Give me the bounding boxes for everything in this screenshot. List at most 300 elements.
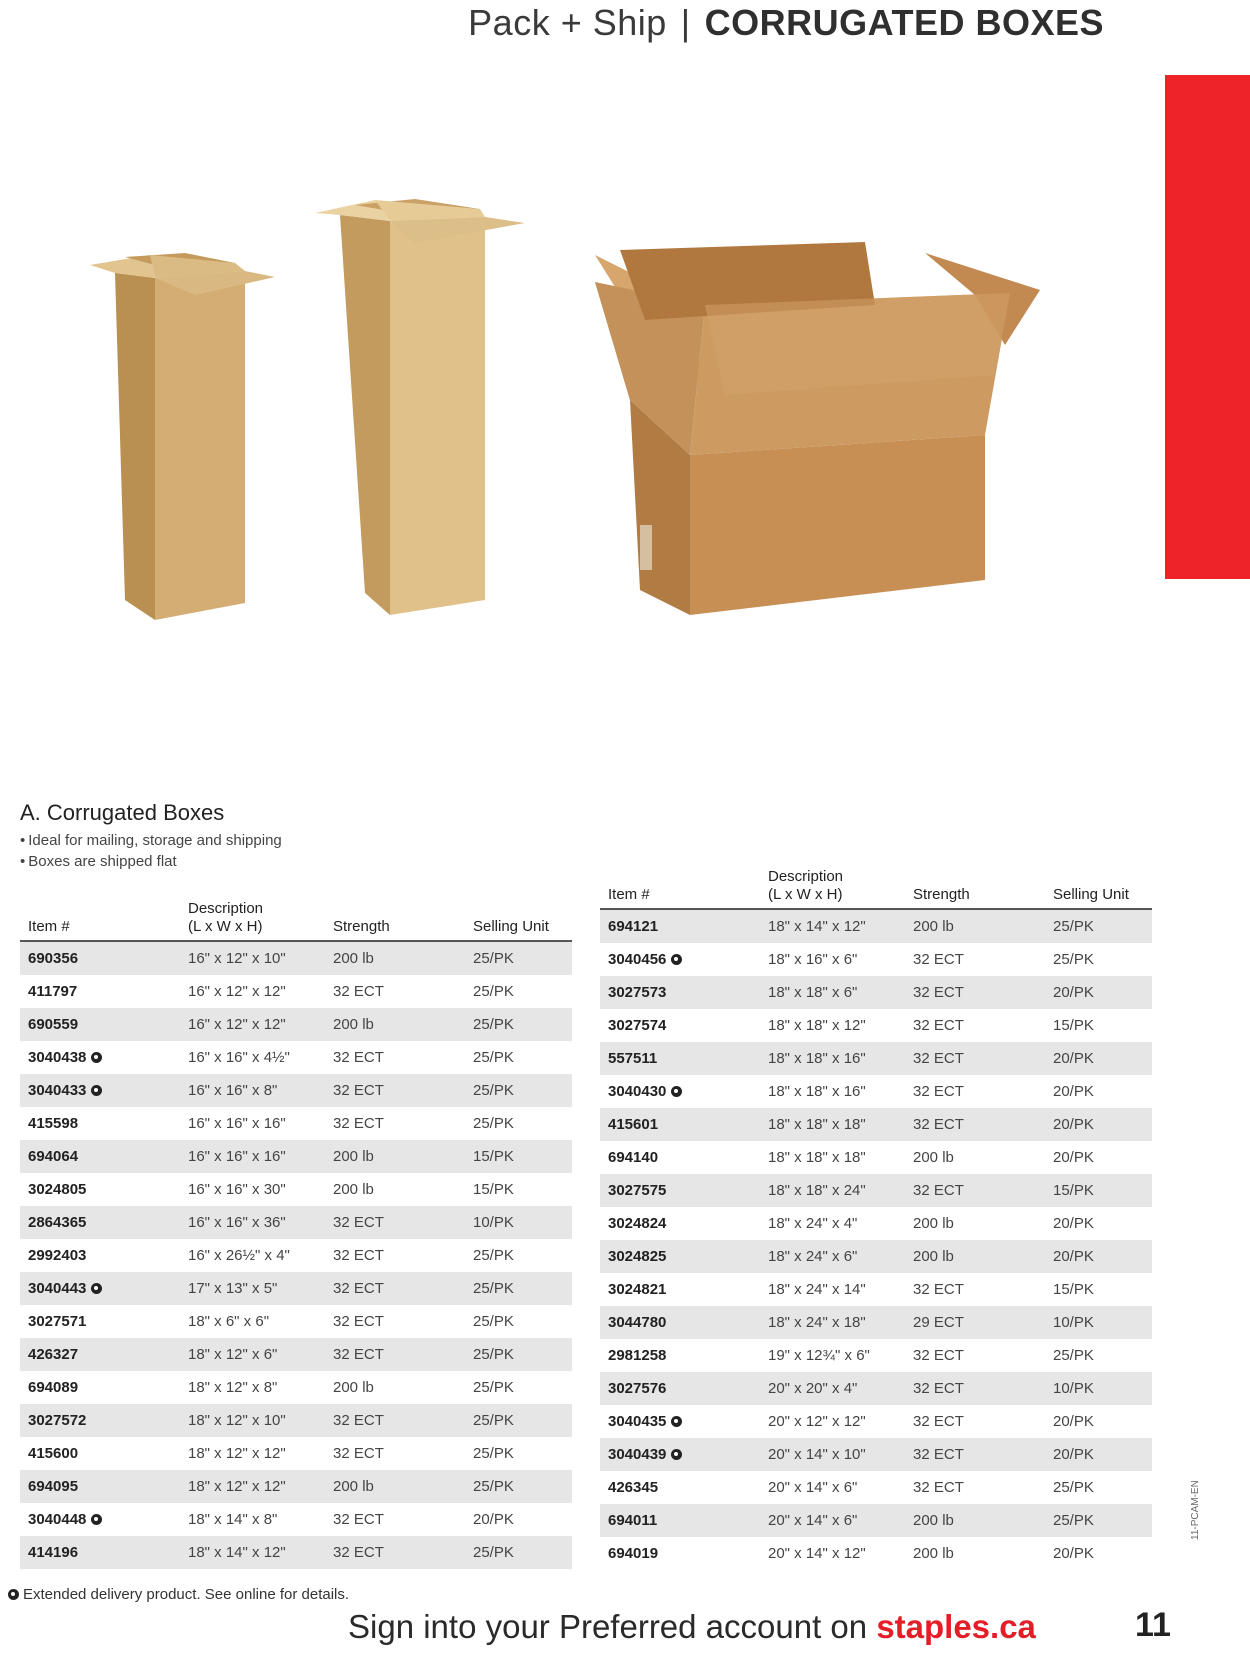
cell-strength-text: 32 ECT (333, 983, 384, 1000)
page-header (468, 2, 1104, 44)
cell-unit-text: 15/PK (473, 1148, 514, 1165)
cell-unit-text: 10/PK (1053, 1314, 1094, 1331)
cell-strength-text: 200 lb (333, 1478, 374, 1495)
cell-item-text: 3024825 (608, 1248, 667, 1265)
cell-description (180, 975, 325, 1008)
cell-item (20, 975, 180, 1008)
cell-strength-text: 32 ECT (913, 1017, 964, 1034)
cell-item-text: 694140 (608, 1149, 659, 1166)
cell-description-text: 16" x 16" x 8" (188, 1082, 278, 1099)
cell-unit (465, 1239, 572, 1272)
cell-unit (1045, 1504, 1152, 1537)
table-row (600, 1306, 1152, 1339)
cell-item-text: 3027576 (608, 1380, 667, 1397)
cell-strength (325, 1470, 465, 1503)
cell-strength-text: 200 lb (913, 918, 954, 935)
cell-item-text: 415600 (28, 1445, 79, 1462)
cell-item (20, 1404, 180, 1437)
col-header-item: Item # (20, 900, 180, 941)
cell-item (20, 1239, 180, 1272)
cell-unit (465, 1173, 572, 1206)
cell-strength-text: 200 lb (333, 1016, 374, 1033)
desc-header-line2: (L x W x H) (188, 918, 263, 935)
cell-item-text: 415598 (28, 1115, 79, 1132)
cell-strength-text: 32 ECT (333, 1412, 384, 1429)
cell-item-text: 2864365 (28, 1214, 87, 1231)
cell-item (20, 1140, 180, 1173)
cell-unit (1045, 1240, 1152, 1273)
cell-unit (1045, 1306, 1152, 1339)
page-number: 11 (1135, 1606, 1171, 1644)
cell-description (180, 1503, 325, 1536)
cell-description (180, 1305, 325, 1338)
cell-unit-text: 25/PK (1053, 1479, 1094, 1496)
cell-item (600, 1174, 760, 1207)
cell-unit (1045, 1207, 1152, 1240)
cell-strength-text: 32 ECT (333, 1247, 384, 1264)
table-row (600, 1207, 1152, 1240)
table-row (20, 1272, 572, 1305)
cell-description (180, 1008, 325, 1041)
cell-description (180, 941, 325, 975)
boxes-table-right (600, 868, 1152, 1570)
table-row (20, 1107, 572, 1140)
product-bullet: • Ideal for mailing, storage and shipping (20, 830, 282, 851)
cell-item-text: 557511 (608, 1050, 658, 1067)
cell-strength (905, 1009, 1045, 1042)
cell-strength (905, 1537, 1045, 1570)
cell-item-text: 3040438 (28, 1049, 87, 1066)
cell-unit-text: 20/PK (1053, 1215, 1094, 1232)
cell-strength (325, 1008, 465, 1041)
cell-unit-text: 25/PK (473, 1247, 514, 1264)
table-row (20, 1437, 572, 1470)
cell-description-text: 20" x 14" x 6" (768, 1512, 858, 1529)
cell-description (180, 1272, 325, 1305)
cell-description-text: 18" x 24" x 4" (768, 1215, 858, 1232)
cell-strength (905, 1372, 1045, 1405)
cell-item (20, 1041, 180, 1074)
cell-description (180, 1140, 325, 1173)
col-header-description (760, 868, 905, 909)
cell-description (180, 1041, 325, 1074)
cell-item (20, 1074, 180, 1107)
cell-unit (465, 1437, 572, 1470)
cell-description-text: 19" x 12¾" x 6" (768, 1347, 870, 1364)
cell-description (180, 1338, 325, 1371)
cell-item (20, 1536, 180, 1569)
cell-unit-text: 15/PK (1053, 1281, 1094, 1298)
cell-unit-text: 25/PK (473, 1445, 514, 1462)
cell-strength-text: 32 ECT (913, 1050, 964, 1067)
cell-unit-text: 25/PK (1053, 1512, 1094, 1529)
cell-item-text: 426327 (28, 1346, 79, 1363)
cell-description-text: 16" x 16" x 4½" (188, 1049, 290, 1066)
product-section (20, 800, 282, 872)
cell-strength-text: 32 ECT (333, 1346, 384, 1363)
desc-header-line2: (L x W x H) (768, 886, 843, 903)
cell-strength (325, 1074, 465, 1107)
cell-unit (1045, 1009, 1152, 1042)
cell-unit-text: 25/PK (473, 1313, 514, 1330)
cell-item-text: 3040443 (28, 1280, 87, 1297)
cell-strength (325, 1404, 465, 1437)
tall-box-small-icon (90, 253, 275, 620)
cell-strength (905, 976, 1045, 1009)
cell-unit-text: 25/PK (473, 950, 514, 967)
cell-description-text: 18" x 18" x 6" (768, 984, 858, 1001)
cell-item (600, 1438, 760, 1471)
cell-unit (465, 1206, 572, 1239)
cell-item (20, 1206, 180, 1239)
cell-strength (905, 1339, 1045, 1372)
table-row (20, 1041, 572, 1074)
cell-strength-text: 32 ECT (913, 951, 964, 968)
desc-header-line1: Description (188, 900, 264, 917)
cell-item-text: 694095 (28, 1478, 79, 1495)
cell-item-text: 694089 (28, 1379, 79, 1396)
cell-item (20, 1437, 180, 1470)
cell-strength-text: 32 ECT (913, 984, 964, 1001)
cell-description-text: 20" x 20" x 4" (768, 1380, 858, 1397)
cell-strength (905, 1306, 1045, 1339)
cell-item-text: 3024824 (608, 1215, 667, 1232)
table-body-left (20, 941, 572, 1569)
cell-item-text: 3027572 (28, 1412, 87, 1429)
cell-unit (1045, 1075, 1152, 1108)
table-row (600, 1141, 1152, 1174)
cell-strength (325, 941, 465, 975)
cell-unit (1045, 1108, 1152, 1141)
cell-unit-text: 15/PK (473, 1181, 514, 1198)
cell-strength-text: 200 lb (913, 1248, 954, 1265)
cell-strength (905, 1405, 1045, 1438)
cell-description-text: 18" x 18" x 12" (768, 1017, 866, 1034)
cell-item-text: 690356 (28, 950, 79, 967)
table-row (20, 1503, 572, 1536)
table-row (600, 1537, 1152, 1570)
cell-item (600, 1339, 760, 1372)
cell-description-text: 18" x 6" x 6" (188, 1313, 270, 1330)
col-header-item: Item # (600, 868, 760, 909)
cell-strength-text: 32 ECT (913, 1446, 964, 1463)
cell-strength (325, 1041, 465, 1074)
cell-description-text: 20" x 14" x 12" (768, 1545, 866, 1562)
cell-item (600, 1306, 760, 1339)
table-row (20, 1371, 572, 1404)
cell-item (20, 1470, 180, 1503)
cell-unit-text: 20/PK (1053, 1413, 1094, 1430)
cell-strength-text: 200 lb (913, 1545, 954, 1562)
cell-item-text: 411797 (28, 983, 78, 1000)
cell-description-text: 17" x 13" x 5" (188, 1280, 278, 1297)
cell-strength-text: 32 ECT (913, 1347, 964, 1364)
cell-item (600, 1207, 760, 1240)
cell-unit (1045, 1339, 1152, 1372)
cell-unit (465, 941, 572, 975)
cell-unit-text: 20/PK (1053, 1083, 1094, 1100)
table-row (600, 976, 1152, 1009)
cell-item-text: 3027573 (608, 984, 667, 1001)
table-row (600, 1372, 1152, 1405)
cell-item (600, 1471, 760, 1504)
cell-unit-text: 25/PK (473, 1478, 514, 1495)
cell-item (20, 1107, 180, 1140)
cell-strength (905, 1207, 1045, 1240)
cell-item-text: 2992403 (28, 1247, 87, 1264)
cell-unit-text: 20/PK (1053, 1446, 1094, 1463)
cell-description-text: 16" x 26½" x 4" (188, 1247, 290, 1264)
cell-item (600, 1240, 760, 1273)
cell-item (20, 1371, 180, 1404)
table-row (600, 943, 1152, 976)
cell-unit (1045, 1372, 1152, 1405)
cell-unit (1045, 1273, 1152, 1306)
cell-unit-text: 20/PK (1053, 1050, 1094, 1067)
cell-item (20, 1272, 180, 1305)
col-header-description (180, 900, 325, 941)
cell-description (760, 909, 905, 943)
footer-cta-text: Sign into your Preferred account on (348, 1608, 877, 1645)
open-box-icon (595, 242, 1040, 615)
header-section: Pack + Ship (468, 2, 667, 43)
cell-unit (465, 1338, 572, 1371)
cell-strength-text: 29 ECT (913, 1314, 964, 1331)
cell-unit (465, 1074, 572, 1107)
cell-unit (1045, 1405, 1152, 1438)
cell-unit (465, 1008, 572, 1041)
cell-unit (1045, 1174, 1152, 1207)
cell-description (760, 1339, 905, 1372)
cell-unit-text: 25/PK (1053, 951, 1094, 968)
cell-description (760, 1471, 905, 1504)
product-title: A. Corrugated Boxes (20, 800, 225, 825)
cell-strength-text: 32 ECT (333, 1544, 384, 1561)
table-row (20, 1074, 572, 1107)
table-row (600, 1042, 1152, 1075)
table-header-row (600, 868, 1152, 909)
cell-description-text: 18" x 12" x 12" (188, 1478, 286, 1495)
extended-delivery-icon (91, 1514, 102, 1525)
cell-unit (465, 1140, 572, 1173)
cell-unit (1045, 1141, 1152, 1174)
cell-item (600, 1504, 760, 1537)
cell-item (20, 941, 180, 975)
col-header-unit: Selling Unit (465, 900, 572, 941)
cell-unit (465, 1041, 572, 1074)
cell-item (600, 976, 760, 1009)
cell-strength-text: 200 lb (333, 1148, 374, 1165)
cell-description-text: 18" x 24" x 18" (768, 1314, 866, 1331)
cell-item-text: 694064 (28, 1148, 79, 1165)
cell-strength (905, 943, 1045, 976)
cell-strength-text: 200 lb (913, 1512, 954, 1529)
cell-description-text: 16" x 16" x 16" (188, 1148, 286, 1165)
cell-description (760, 1141, 905, 1174)
table-row (600, 1471, 1152, 1504)
cell-strength-text: 32 ECT (333, 1445, 384, 1462)
cell-description (180, 1371, 325, 1404)
boxes-table-left (20, 900, 572, 1569)
cell-item (600, 1405, 760, 1438)
table-row (600, 1339, 1152, 1372)
cell-item (600, 1075, 760, 1108)
cell-unit-text: 10/PK (1053, 1380, 1094, 1397)
cell-item (600, 1042, 760, 1075)
cell-strength-text: 200 lb (333, 1181, 374, 1198)
cell-unit (465, 1107, 572, 1140)
cell-description (760, 1009, 905, 1042)
extended-delivery-icon (8, 1589, 19, 1600)
cell-unit (465, 1470, 572, 1503)
cell-strength-text: 32 ECT (913, 1479, 964, 1496)
cell-strength (325, 1305, 465, 1338)
cell-unit-text: 10/PK (473, 1214, 514, 1231)
cell-unit-text: 20/PK (1053, 1248, 1094, 1265)
cell-unit (1045, 943, 1152, 976)
cell-description-text: 18" x 18" x 24" (768, 1182, 866, 1199)
cell-unit-text: 15/PK (1053, 1182, 1094, 1199)
cell-description (760, 1306, 905, 1339)
cell-strength (325, 1536, 465, 1569)
table-row (20, 1140, 572, 1173)
cell-unit (465, 1272, 572, 1305)
footnote (8, 1586, 349, 1603)
cell-strength (905, 1075, 1045, 1108)
cell-item (600, 1273, 760, 1306)
cell-description-text: 16" x 12" x 12" (188, 983, 286, 1000)
cell-description-text: 18" x 14" x 8" (188, 1511, 278, 1528)
product-bullets (20, 830, 282, 872)
table-row (20, 1173, 572, 1206)
cell-description-text: 18" x 12" x 10" (188, 1412, 286, 1429)
cell-unit (465, 1536, 572, 1569)
cell-unit-text: 20/PK (1053, 984, 1094, 1001)
cell-strength (325, 1173, 465, 1206)
cell-strength (325, 1140, 465, 1173)
cell-strength (905, 1438, 1045, 1471)
cell-strength-text: 32 ECT (333, 1082, 384, 1099)
extended-delivery-icon (671, 954, 682, 965)
footer-cta (348, 1608, 1036, 1646)
cell-item-text: 2981258 (608, 1347, 667, 1364)
cell-unit-text: 25/PK (473, 1412, 514, 1429)
cell-unit-text: 25/PK (473, 1280, 514, 1297)
cell-strength-text: 32 ECT (333, 1049, 384, 1066)
cell-unit (1045, 1471, 1152, 1504)
cell-strength-text: 32 ECT (333, 1313, 384, 1330)
footer-brand-link[interactable]: staples.ca (876, 1608, 1036, 1645)
cell-strength (905, 1174, 1045, 1207)
cell-item (20, 1008, 180, 1041)
cell-description-text: 18" x 18" x 18" (768, 1149, 866, 1166)
col-header-unit: Selling Unit (1045, 868, 1152, 909)
table-row (600, 1174, 1152, 1207)
cell-unit-text: 25/PK (473, 1346, 514, 1363)
header-title: CORRUGATED BOXES (704, 2, 1104, 43)
cell-strength (325, 1107, 465, 1140)
cell-item-text: 3040435 (608, 1413, 667, 1430)
cell-strength-text: 32 ECT (333, 1511, 384, 1528)
cell-unit (1045, 1438, 1152, 1471)
cell-strength-text: 32 ECT (333, 1115, 384, 1132)
cell-unit-text: 25/PK (1053, 918, 1094, 935)
cell-unit-text: 25/PK (473, 1115, 514, 1132)
cell-item (600, 1141, 760, 1174)
cell-description (760, 976, 905, 1009)
cell-unit (1045, 909, 1152, 943)
cell-strength-text: 32 ECT (913, 1380, 964, 1397)
table-row (600, 1504, 1152, 1537)
cell-description-text: 18" x 14" x 12" (768, 918, 866, 935)
cell-strength-text: 32 ECT (333, 1280, 384, 1297)
cell-description (760, 943, 905, 976)
desc-header-line1: Description (768, 868, 844, 885)
product-bullet: • Boxes are shipped flat (20, 851, 282, 872)
table-row (600, 1108, 1152, 1141)
cell-description (760, 1504, 905, 1537)
cell-description-text: 18" x 12" x 6" (188, 1346, 278, 1363)
side-code: 11-PCAM-EN (1190, 1480, 1201, 1540)
cell-description (180, 1536, 325, 1569)
cell-description (180, 1173, 325, 1206)
cell-item-text: 694011 (608, 1512, 658, 1529)
cell-item-text: 3027571 (28, 1313, 87, 1330)
cell-unit-text: 20/PK (1053, 1149, 1094, 1166)
extended-delivery-icon (91, 1283, 102, 1294)
cell-description-text: 20" x 12" x 12" (768, 1413, 866, 1430)
cell-strength (325, 1503, 465, 1536)
cell-description (180, 1206, 325, 1239)
cell-strength (905, 909, 1045, 943)
cell-item-text: 3044780 (608, 1314, 667, 1331)
cell-description-text: 18" x 18" x 18" (768, 1116, 866, 1133)
cell-description (180, 1239, 325, 1272)
cell-description-text: 16" x 12" x 12" (188, 1016, 286, 1033)
cell-unit (465, 975, 572, 1008)
cell-unit-text: 20/PK (473, 1511, 514, 1528)
cell-description (760, 1174, 905, 1207)
tall-box-large-icon (315, 199, 525, 615)
table-row (20, 1338, 572, 1371)
cell-strength (905, 1273, 1045, 1306)
cell-description (180, 1470, 325, 1503)
cell-item-text: 3024805 (28, 1181, 87, 1198)
cell-item-text: 3027575 (608, 1182, 667, 1199)
cell-description (760, 1273, 905, 1306)
cell-unit-text: 20/PK (1053, 1545, 1094, 1562)
table-row (600, 1405, 1152, 1438)
cell-description (760, 1042, 905, 1075)
cell-strength-text: 32 ECT (913, 1281, 964, 1298)
cell-strength (905, 1141, 1045, 1174)
cell-item-text: 3040430 (608, 1083, 667, 1100)
cell-description-text: 16" x 16" x 16" (188, 1115, 286, 1132)
cell-item (20, 1338, 180, 1371)
cell-strength (325, 1371, 465, 1404)
table-row (20, 1404, 572, 1437)
cell-item (600, 1108, 760, 1141)
table-row (600, 1009, 1152, 1042)
cell-item-text: 694121 (608, 918, 659, 935)
cell-unit (1045, 1537, 1152, 1570)
cell-strength-text: 32 ECT (333, 1214, 384, 1231)
cell-strength (325, 975, 465, 1008)
cell-strength (905, 1042, 1045, 1075)
cell-description-text: 18" x 12" x 12" (188, 1445, 286, 1462)
cell-strength (905, 1240, 1045, 1273)
cell-unit-text: 25/PK (473, 1082, 514, 1099)
